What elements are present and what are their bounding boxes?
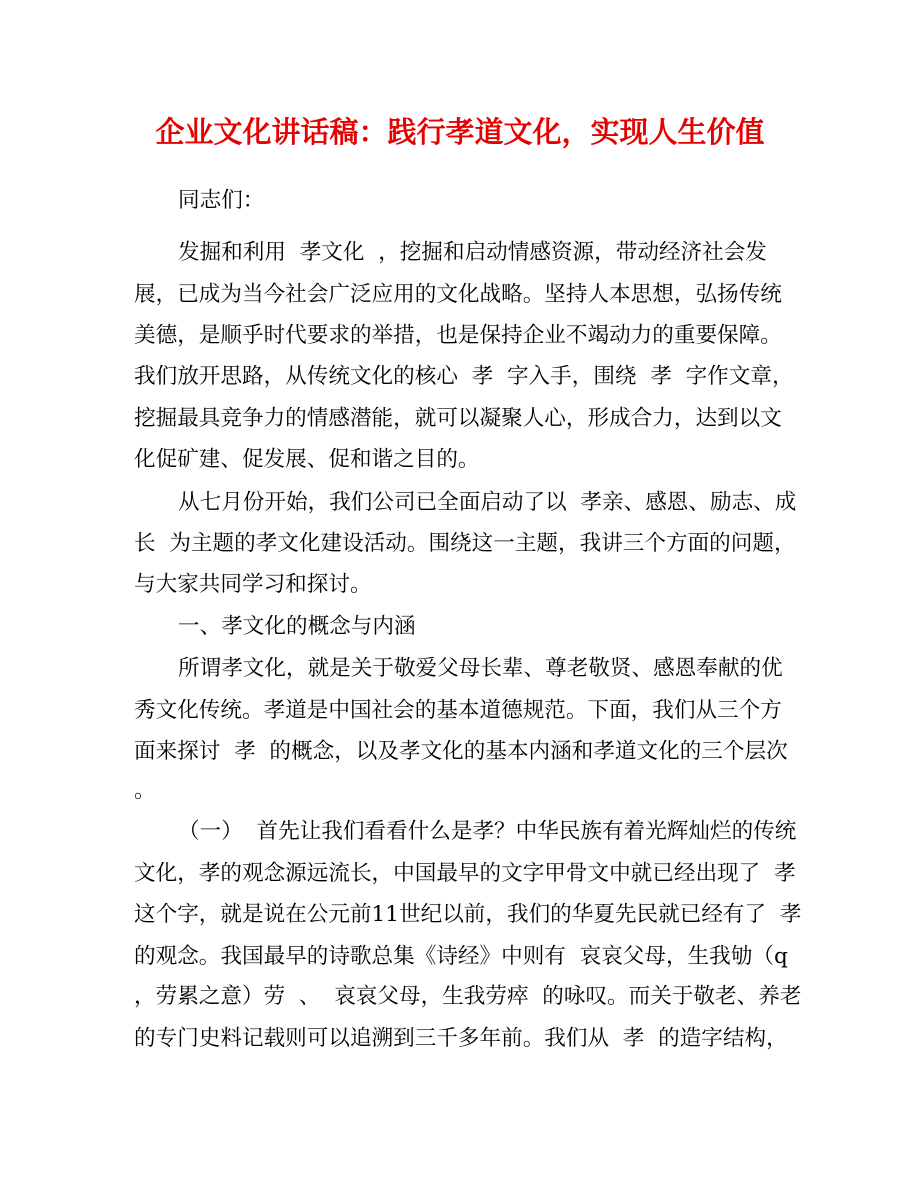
text-line: 秀文化传统。孝道是中国社会的基本道德规范。下面，我们从三个方: [134, 698, 782, 723]
text-line: 与大家共同学习和探讨。: [134, 572, 372, 597]
text-line: 的观念。我国最早的诗歌总集《诗经》中则有 哀哀父母，生我劬（q: [134, 944, 788, 969]
document-title: 企业文化讲话稿：践行孝道文化，实现人生价值: [155, 115, 765, 149]
text-line: 从七月份开始，我们公司已全面启动了以 孝亲、感恩、励志、成: [178, 490, 797, 515]
text-line: 面来探讨 孝 的概念，以及孝文化的基本内涵和孝道文化的三个层次: [134, 739, 788, 764]
text-line: 。: [134, 778, 156, 803]
salutation: 同志们：: [178, 188, 265, 213]
text-line: 文化，孝的观念源远流长，中国最早的文字甲骨文中就已经出现了 孝: [134, 861, 796, 886]
text-line: 的专门史料记载则可以追溯到三千多年前。我们从 孝 的造字结构，: [134, 1026, 788, 1051]
text-line: 我们放开思路，从传统文化的核心 孝 字入手，围绕 孝 字作文章，: [134, 364, 794, 389]
text-line: 发掘和利用 孝文化 ，挖掘和启动情感资源，带动经济社会发: [178, 240, 767, 265]
text-line: 长 为主题的孝文化建设活动。围绕这一主题，我讲三个方面的问题，: [134, 531, 796, 556]
text-line: 美德，是顺乎时代要求的举措，也是保持企业不竭动力的重要保障。: [134, 323, 782, 348]
text-line: ，劳累之意）劳 、 哀哀父母，生我劳瘁 的咏叹。而关于敬老、养老: [134, 984, 802, 1009]
text-line: 化促矿建、促发展、促和谐之目的。: [134, 447, 480, 472]
text-line: 展，已成为当今社会广泛应用的文化战略。坚持人本思想，弘扬传统: [134, 282, 782, 307]
text-line: 这个字，就是说在公元前11世纪以前，我们的华夏先民就已经有了 孝: [134, 902, 802, 927]
text-line: 挖掘最具竞争力的情感潜能，就可以凝聚人心，形成合力，达到以文: [134, 406, 782, 431]
text-line: （一） 首先让我们看看什么是孝？中华民族有着光辉灿烂的传统: [178, 819, 797, 844]
section-heading: 一、孝文化的概念与内涵: [178, 614, 416, 639]
text-line: 所谓孝文化，就是关于敬爱父母长辈、尊老敬贤、感恩奉献的优: [178, 656, 783, 681]
